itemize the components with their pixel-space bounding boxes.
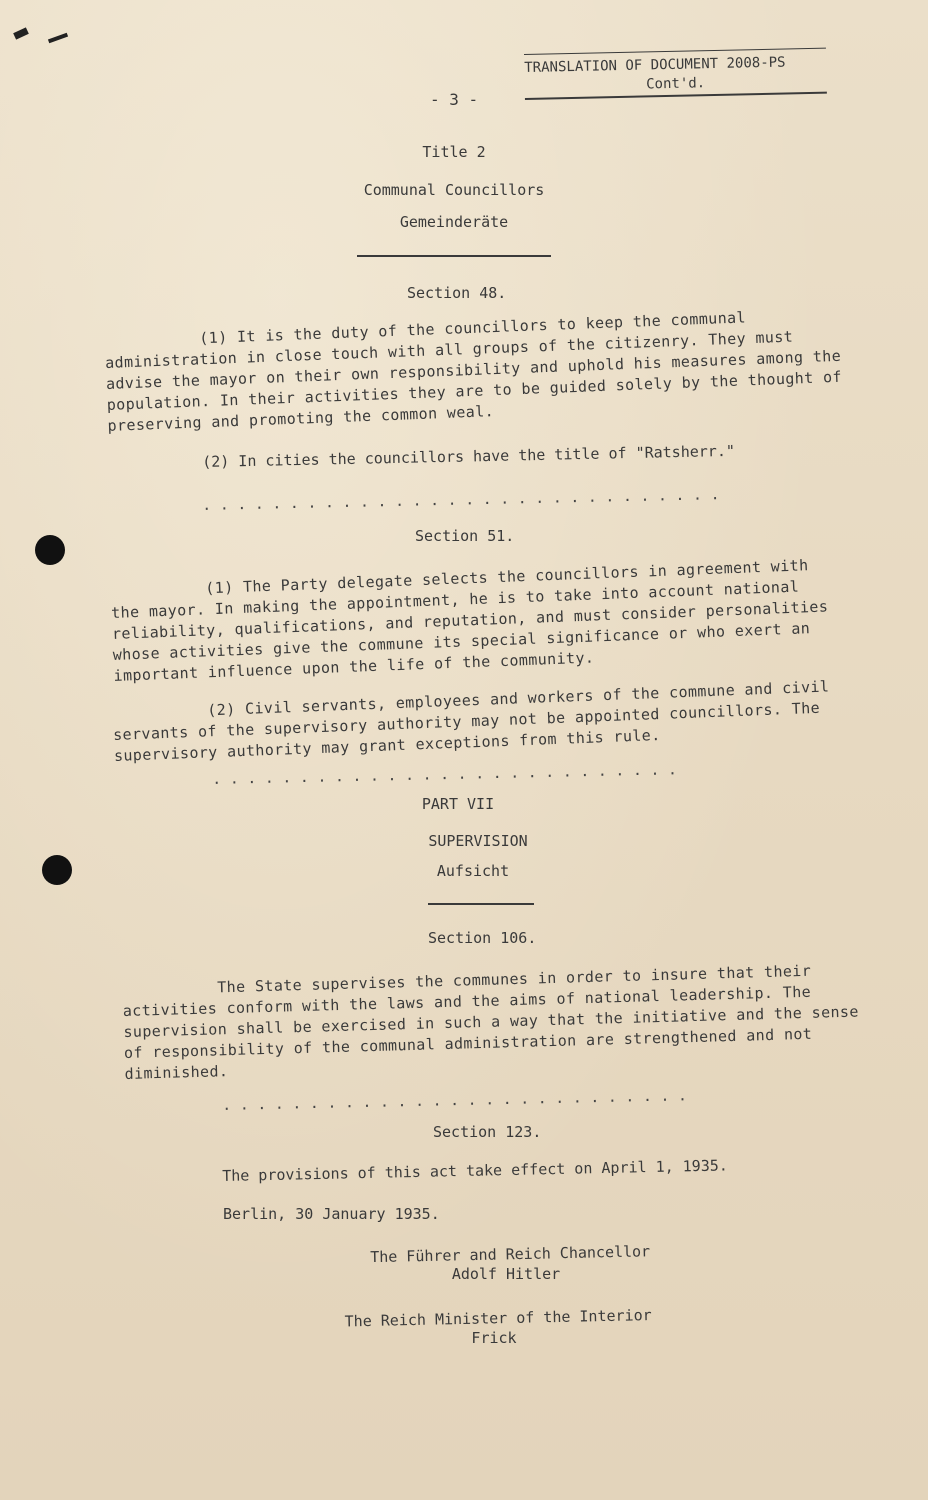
section-51-para-1-text: (1) The Party delegate selects the councillors in agreement with the mayor. In making the appointment, he is to take into account national reliability, qualifications, and reputation, and must consider personalities whose activities give the commune its special significance or who exert an important influence upon the life of the community.	[110, 556, 829, 685]
signature-2-name: Frick	[471, 1329, 517, 1347]
part-title: SUPERVISION	[428, 832, 528, 850]
section-48-para-2: (2) In cities the councillors have the title of "Ratsherr."	[202, 441, 736, 471]
section-123-para-1: The provisions of this act take effect on April 1, 1935.	[222, 1156, 729, 1185]
subtitle: Communal Councillors	[363, 181, 545, 199]
ellipsis-divider: ...........................	[222, 1086, 696, 1114]
section-106-heading: Section 106.	[428, 929, 537, 947]
document-reference	[524, 48, 827, 96]
section-106-para-1	[122, 959, 877, 1085]
ellipsis-divider: ...........................	[212, 760, 686, 788]
ink-mark	[13, 27, 29, 39]
ink-mark	[48, 33, 68, 44]
section-51-heading: Section 51.	[415, 527, 515, 545]
doc-ref-text: TRANSLATION OF DOCUMENT 2008-PS	[524, 54, 786, 76]
section-48-para-1-text: (1) It is the duty of the councillors to keep the communal administration in close touch with all groups of the citizenry. They must advise the mayor on their own responsibility and uphold his measures among the population. In their activities they are to be guided solely by the thought of preserving and promoting the common weal.	[104, 308, 843, 435]
place-date: Berlin, 30 January 1935.	[223, 1205, 440, 1223]
section-48-heading: Section 48.	[407, 284, 507, 302]
part-german-title: Aufsicht	[436, 862, 510, 880]
page-number: - 3 -	[430, 90, 479, 109]
german-subtitle: Gemeinderäte	[399, 213, 509, 231]
section-48-para-1	[104, 304, 845, 437]
title: Title 2	[422, 143, 486, 161]
signature-1-name: Adolf Hitler	[451, 1265, 561, 1283]
section-106-para-1-text: The State supervises the communes in order to insure that their activities conform with the laws and the aims of national leadership. The supervision shall be exercised in such a way that the initiative and the sense of responsibility of the communal administration are strengthened and not diminished.	[122, 961, 860, 1083]
section-51-para-1	[110, 554, 843, 687]
section-51-para-2-text: (2) Civil servants, employees and workers of the commune and civil servants of the supervisory authority may not be appointed councillors. The supervisory authority may grant exceptions from this rule.	[112, 677, 830, 765]
signature-2-title: The Reich Minister of the Interior	[344, 1306, 652, 1331]
part-heading: PART VII	[421, 795, 495, 813]
divider	[357, 255, 551, 257]
contd-text: Cont'd.	[645, 75, 706, 93]
divider	[428, 903, 534, 905]
signature-1-title: The Führer and Reich Chancellor	[370, 1242, 651, 1267]
punch-hole	[42, 855, 72, 885]
punch-hole	[35, 535, 65, 565]
section-123-heading: Section 123.	[433, 1123, 542, 1141]
ellipsis-divider: ..............................	[202, 484, 729, 514]
section-51-para-2	[112, 676, 854, 767]
